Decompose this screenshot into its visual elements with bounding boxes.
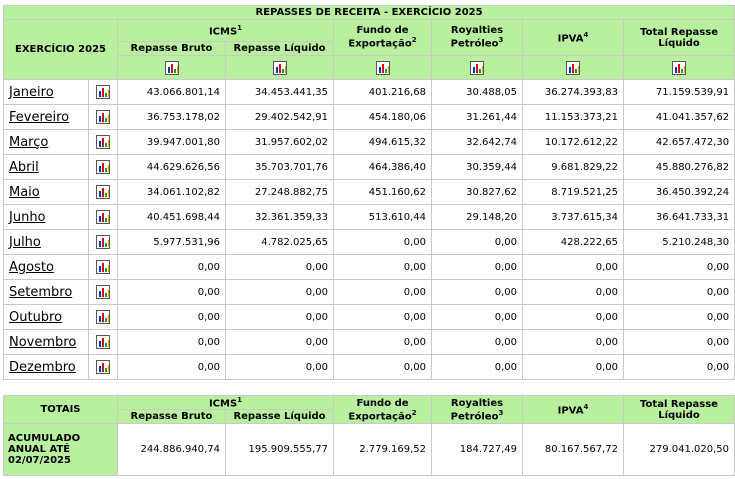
bar-chart-icon[interactable] (96, 110, 110, 124)
total-ipva: 80.167.567,72 (523, 424, 624, 476)
bar-chart-icon[interactable] (566, 61, 580, 75)
month-cell (4, 255, 89, 280)
value-total: 42.657.472,30 (624, 130, 735, 155)
header-royalties: Royalties Petróleo$^3$ (432, 20, 523, 56)
value-total: 36.450.392,24 (624, 180, 735, 205)
bar-chart-icon[interactable] (96, 310, 110, 324)
month-cell (4, 155, 89, 180)
table-row (4, 205, 735, 230)
value-ipva: 11.153.373,21 (523, 105, 624, 130)
value-fundo: 464.386,40 (334, 155, 432, 180)
table-row (4, 355, 735, 380)
value-bruto: 5.977.531,96 (118, 230, 226, 255)
bar-chart-icon[interactable] (96, 185, 110, 199)
bar-chart-icon[interactable] (672, 61, 686, 75)
bar-chart-icon[interactable] (96, 210, 110, 224)
value-total: 0,00 (624, 330, 735, 355)
value-liquido: 31.957.602,02 (226, 130, 334, 155)
value-royalties: 29.148,20 (432, 205, 523, 230)
bar-chart-icon[interactable] (96, 85, 110, 99)
acumulado-label: ACUMULADO ANUAL ATÉ 02/07/2025 (4, 424, 118, 476)
value-ipva: 428.222,65 (523, 230, 624, 255)
month-link[interactable]: Agosto (9, 259, 54, 275)
value-liquido: 0,00 (226, 280, 334, 305)
bar-chart-icon[interactable] (96, 235, 110, 249)
header-icms: ICMS$^1$ (118, 20, 334, 42)
bar-chart-icon[interactable] (96, 160, 110, 174)
value-liquido: 27.248.882,75 (226, 180, 334, 205)
value-fundo: 0,00 (334, 280, 432, 305)
value-royalties: 0,00 (432, 305, 523, 330)
value-fundo: 0,00 (334, 355, 432, 380)
table-row (4, 130, 735, 155)
value-ipva: 0,00 (523, 280, 624, 305)
month-link[interactable]: Novembro (9, 334, 77, 350)
chart-liquido-button[interactable] (226, 56, 334, 80)
chart-total-button[interactable] (624, 56, 735, 80)
value-fundo: 0,00 (334, 330, 432, 355)
totals-header-icms: ICMS$^1$ (118, 396, 334, 410)
value-bruto: 34.061.102,82 (118, 180, 226, 205)
month-cell (4, 280, 89, 305)
value-fundo: 494.615,32 (334, 130, 432, 155)
month-cell (4, 205, 89, 230)
header-exercicio: EXERCÍCIO 2025 (4, 20, 118, 80)
total-bruto: 244.886.940,74 (118, 424, 226, 476)
value-liquido: 35.703.701,76 (226, 155, 334, 180)
month-link[interactable]: Outubro (9, 309, 63, 325)
bar-chart-icon[interactable] (96, 360, 110, 374)
value-total: 41.041.357,62 (624, 105, 735, 130)
value-royalties: 0,00 (432, 355, 523, 380)
value-ipva: 0,00 (523, 255, 624, 280)
totals-header-fundo: Fundo de Exportação$^2$ (334, 396, 432, 424)
bar-chart-icon[interactable] (96, 260, 110, 274)
value-royalties: 31.261,44 (432, 105, 523, 130)
month-chart-button[interactable] (89, 130, 118, 155)
bar-chart-icon[interactable] (470, 61, 484, 75)
value-fundo: 0,00 (334, 230, 432, 255)
table-row (4, 105, 735, 130)
chart-bruto-button[interactable] (118, 56, 226, 80)
month-cell (4, 130, 89, 155)
header-fundo: Fundo de Exportação$^2$ (334, 20, 432, 56)
month-cell (4, 105, 89, 130)
table-row (4, 80, 735, 105)
month-cell (4, 230, 89, 255)
totals-header-repasse-liquido: Repasse Líquido (226, 410, 334, 424)
total-liquido: 195.909.555,77 (226, 424, 334, 476)
month-link[interactable]: Março (9, 134, 49, 150)
value-bruto: 36.753.178,02 (118, 105, 226, 130)
value-royalties: 30.488,05 (432, 80, 523, 105)
month-cell (4, 305, 89, 330)
value-total: 0,00 (624, 305, 735, 330)
value-liquido: 29.402.542,91 (226, 105, 334, 130)
month-chart-button[interactable] (89, 205, 118, 230)
total-total: 279.041.020,50 (624, 424, 735, 476)
value-ipva: 36.274.393,83 (523, 80, 624, 105)
value-fundo: 0,00 (334, 255, 432, 280)
value-fundo: 401.216,68 (334, 80, 432, 105)
value-bruto: 0,00 (118, 255, 226, 280)
table-row (4, 230, 735, 255)
value-total: 0,00 (624, 255, 735, 280)
bar-chart-icon[interactable] (96, 335, 110, 349)
totals-header-ipva: IPVA$^4$ (523, 396, 624, 424)
table-row (4, 180, 735, 205)
chart-royalties-button[interactable] (432, 56, 523, 80)
month-chart-button[interactable] (89, 105, 118, 130)
value-bruto: 0,00 (118, 280, 226, 305)
month-link[interactable]: Abril (9, 159, 39, 175)
value-liquido: 32.361.359,33 (226, 205, 334, 230)
chart-fundo-button[interactable] (334, 56, 432, 80)
value-fundo: 451.160,62 (334, 180, 432, 205)
month-chart-button[interactable] (89, 330, 118, 355)
value-ipva: 0,00 (523, 330, 624, 355)
header-repasse-bruto: Repasse Bruto (118, 42, 226, 56)
totals-label: TOTAIS (4, 396, 118, 424)
value-total: 71.159.539,91 (624, 80, 735, 105)
value-bruto: 43.066.801,14 (118, 80, 226, 105)
totals-header-royalties: Royalties Petróleo$^3$ (432, 396, 523, 424)
value-total: 0,00 (624, 355, 735, 380)
month-chart-button[interactable] (89, 255, 118, 280)
month-link[interactable]: Maio (9, 184, 40, 200)
value-royalties: 0,00 (432, 280, 523, 305)
table-row (4, 255, 735, 280)
repasses-table (3, 5, 735, 380)
month-link[interactable]: Janeiro (9, 84, 54, 100)
value-bruto: 40.451.698,44 (118, 205, 226, 230)
value-total: 45.880.276,82 (624, 155, 735, 180)
month-cell (4, 80, 89, 105)
month-link[interactable]: Dezembro (9, 359, 76, 375)
month-link[interactable]: Julho (9, 234, 41, 250)
month-chart-button[interactable] (89, 280, 118, 305)
totals-header-total: Total Repasse Líquido (624, 396, 735, 424)
total-royalties: 184.727,49 (432, 424, 523, 476)
value-total: 36.641.733,31 (624, 205, 735, 230)
header-total: Total Repasse Líquido (624, 20, 735, 56)
value-bruto: 44.629.626,56 (118, 155, 226, 180)
table-row (4, 330, 735, 355)
value-ipva: 3.737.615,34 (523, 205, 624, 230)
value-bruto: 0,00 (118, 330, 226, 355)
value-ipva: 10.172.612,22 (523, 130, 624, 155)
value-fundo: 513.610,44 (334, 205, 432, 230)
bar-chart-icon[interactable] (273, 61, 287, 75)
month-chart-button[interactable] (89, 305, 118, 330)
value-ipva: 0,00 (523, 305, 624, 330)
value-bruto: 0,00 (118, 305, 226, 330)
month-link[interactable]: Fevereiro (9, 109, 70, 125)
total-fundo: 2.779.169,52 (334, 424, 432, 476)
value-liquido: 4.782.025,65 (226, 230, 334, 255)
value-royalties: 0,00 (432, 255, 523, 280)
value-fundo: 0,00 (334, 305, 432, 330)
month-chart-button[interactable] (89, 180, 118, 205)
value-ipva: 8.719.521,25 (523, 180, 624, 205)
value-ipva: 9.681.829,22 (523, 155, 624, 180)
bar-chart-icon[interactable] (165, 61, 179, 75)
month-link[interactable]: Setembro (9, 284, 73, 300)
table-row (4, 305, 735, 330)
month-cell (4, 355, 89, 380)
month-link[interactable]: Junho (9, 209, 46, 225)
value-total: 0,00 (624, 280, 735, 305)
month-chart-button[interactable] (89, 230, 118, 255)
value-liquido: 0,00 (226, 330, 334, 355)
value-royalties: 32.642,74 (432, 130, 523, 155)
table-row (4, 280, 735, 305)
month-chart-button[interactable] (89, 80, 118, 105)
bar-chart-icon[interactable] (376, 61, 390, 75)
table-row (4, 155, 735, 180)
header-ipva: IPVA$^4$ (523, 20, 624, 56)
value-royalties: 0,00 (432, 230, 523, 255)
value-liquido: 0,00 (226, 305, 334, 330)
value-royalties: 30.359,44 (432, 155, 523, 180)
totals-table (3, 395, 735, 476)
value-liquido: 0,00 (226, 355, 334, 380)
table-title: REPASSES DE RECEITA - EXERCÍCIO 2025 (4, 6, 735, 20)
value-royalties: 0,00 (432, 330, 523, 355)
value-ipva: 0,00 (523, 355, 624, 380)
bar-chart-icon[interactable] (96, 285, 110, 299)
value-liquido: 34.453.441,35 (226, 80, 334, 105)
value-bruto: 39.947.001,80 (118, 130, 226, 155)
month-chart-button[interactable] (89, 355, 118, 380)
month-cell (4, 330, 89, 355)
value-fundo: 454.180,06 (334, 105, 432, 130)
month-cell (4, 180, 89, 205)
value-royalties: 30.827,62 (432, 180, 523, 205)
bar-chart-icon[interactable] (96, 135, 110, 149)
value-total: 5.210.248,30 (624, 230, 735, 255)
month-chart-button[interactable] (89, 155, 118, 180)
totals-header-repasse-bruto: Repasse Bruto (118, 410, 226, 424)
header-repasse-liquido: Repasse Líquido (226, 42, 334, 56)
chart-ipva-button[interactable] (523, 56, 624, 80)
value-liquido: 0,00 (226, 255, 334, 280)
value-bruto: 0,00 (118, 355, 226, 380)
